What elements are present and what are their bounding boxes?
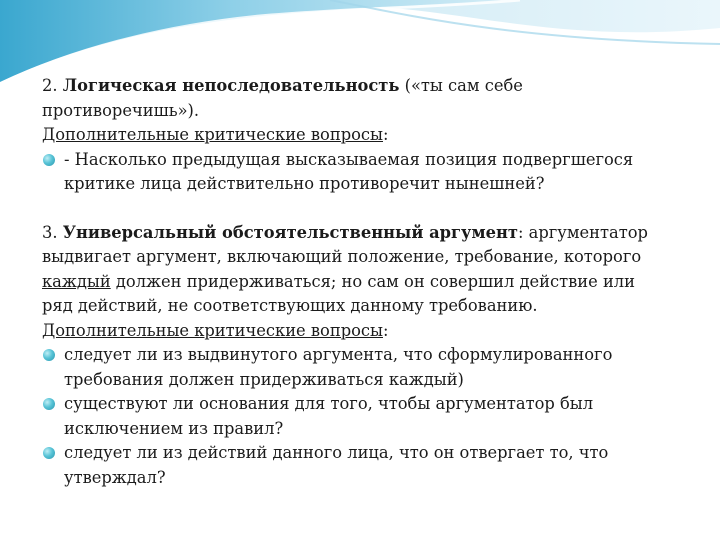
section3-line1-rest: : аргументатор bbox=[517, 222, 648, 242]
section3-paragraph bbox=[42, 221, 692, 319]
section3-line3-rest: должен придерживаться; но сам он совершил действие или bbox=[110, 271, 636, 291]
bullet-text-line1: существуют ли основания для того, чтобы аргументатор был bbox=[64, 394, 594, 413]
bullet-dot-icon bbox=[43, 398, 55, 410]
list-item bbox=[42, 392, 692, 441]
bullet-text-line2: критике лица действительно противоречит нынешней? bbox=[64, 174, 545, 193]
section2-title-rest-line2: противоречишь»). bbox=[42, 100, 200, 120]
section2-questions-colon: : bbox=[383, 125, 389, 144]
section2-questions-heading bbox=[42, 123, 692, 148]
list-item bbox=[42, 441, 692, 490]
bullet-text-line1: следует ли из действий данного лица, что он отвергает то, что bbox=[64, 443, 609, 462]
bullet-text-line1: следует ли из выдвинутого аргумента, что сформулированного bbox=[64, 345, 613, 364]
section3-title: Универсальный обстоятельственный аргумент bbox=[62, 222, 518, 242]
bullet-text-line2: утверждал? bbox=[64, 467, 166, 487]
section2-number: 2. bbox=[42, 76, 58, 95]
section3-line2: выдвигает аргумент, включающий положение, требование, которого bbox=[42, 247, 642, 266]
section3-number: 3. bbox=[42, 222, 58, 242]
section2-questions-heading-text: Дополнительные критические вопросы bbox=[42, 125, 383, 144]
section-gap bbox=[42, 197, 692, 221]
list-item bbox=[42, 343, 692, 392]
section2-title-rest: («ты сам себе bbox=[399, 76, 523, 95]
section2-title: Логическая непоследовательность bbox=[62, 76, 400, 95]
bullet-text-line2: исключением из правил? bbox=[64, 418, 284, 438]
section3-questions-colon: : bbox=[383, 320, 389, 340]
bullet-dot-icon bbox=[43, 447, 55, 459]
list-item bbox=[42, 148, 692, 197]
bullet-text-line2: требования должен придерживаться каждый) bbox=[64, 369, 464, 389]
bullet-text-line1: - Насколько предыдущая высказываемая позиция подвергшегося bbox=[64, 149, 634, 169]
bullet-dot-icon bbox=[43, 349, 55, 361]
section3-questions-heading bbox=[42, 319, 692, 344]
section3-line4: ряд действий, не соответствующих данному требованию. bbox=[42, 296, 538, 315]
slide-content bbox=[42, 74, 692, 490]
bullet-dot-icon bbox=[43, 154, 55, 166]
section2-heading bbox=[42, 74, 692, 123]
section3-questions-heading-text: Дополнительные критические вопросы bbox=[42, 320, 383, 340]
section3-underlined-word: каждый bbox=[42, 271, 111, 291]
